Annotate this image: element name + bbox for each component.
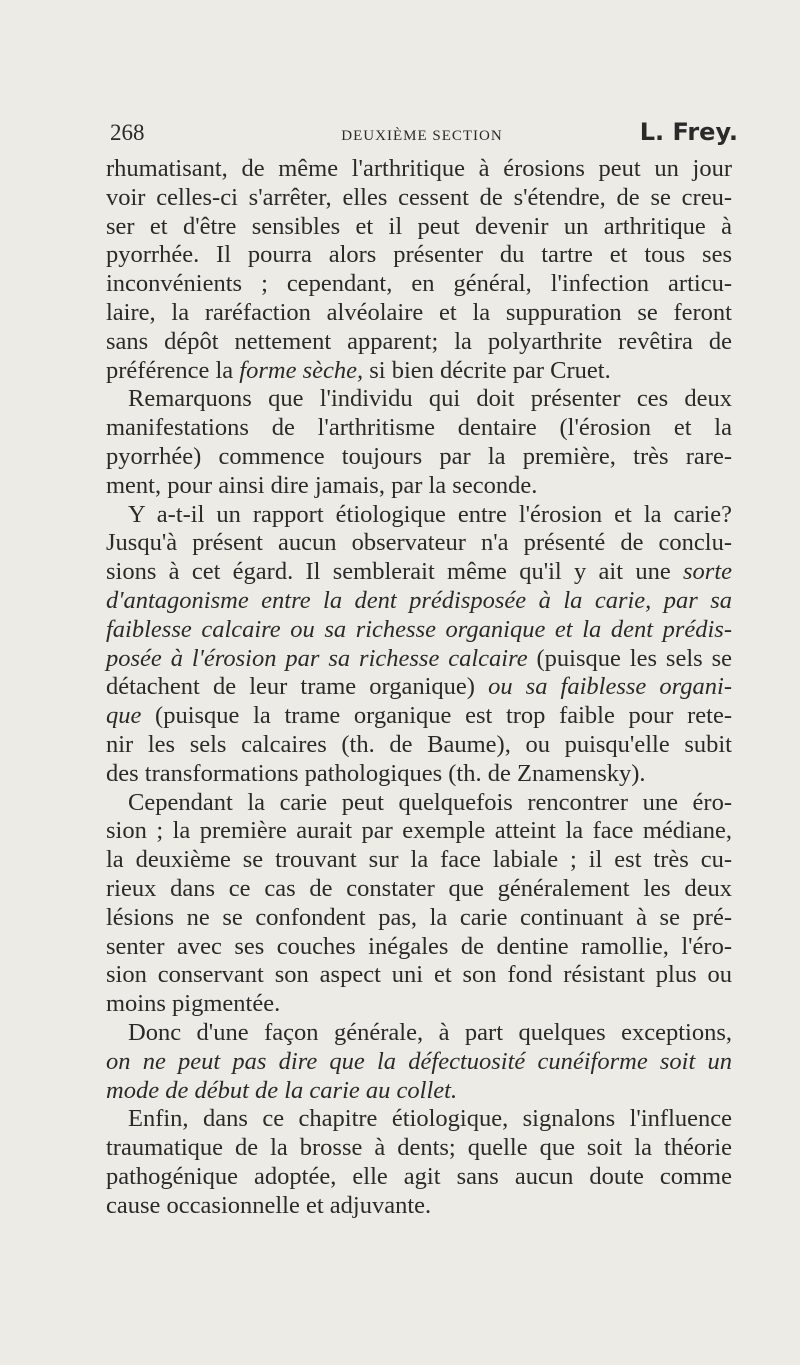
text-segment: pyorrhée) commence toujours par la première, très rare- <box>106 442 732 470</box>
text-segment: Y a-t-il un rapport étiologique entre l'érosion et la carie? <box>128 500 732 528</box>
page-header <box>106 108 738 148</box>
italic-text: ou sa faiblesse organi- <box>488 673 732 701</box>
text-segment: cause occasionnelle et adjuvante. <box>106 1191 432 1219</box>
text-segment: Donc d'une façon générale, à part quelques exceptions, <box>128 1018 732 1046</box>
text-line <box>106 990 732 1019</box>
text-line <box>106 357 732 386</box>
text-line <box>106 875 732 904</box>
italic-text: d'antagonisme entre la dent prédisposée à la carie, par sa <box>106 586 732 614</box>
text-segment: Jusqu'à présent aucun observateur n'a présenté de conclu- <box>106 529 732 557</box>
text-line <box>106 241 732 270</box>
text-line <box>106 1105 732 1134</box>
text-segment: (puisque la trame organique est trop faible pour rete- <box>141 702 732 730</box>
text-line <box>106 1048 732 1077</box>
text-line <box>106 385 732 414</box>
page-number: 268 <box>110 120 145 145</box>
running-head: DEUXIÈME SECTION <box>341 128 503 144</box>
text-line <box>106 587 732 616</box>
text-segment: lésions ne se confondent pas, la carie continuant à se pré- <box>106 903 732 931</box>
text-line <box>106 1192 732 1221</box>
text-segment: pathogénique adoptée, elle agit sans aucun doute comme <box>106 1162 732 1190</box>
text-line <box>106 472 732 501</box>
text-line <box>106 846 732 875</box>
text-segment: Cependant la carie peut quelquefois rencontrer une éro- <box>128 788 732 816</box>
text-segment: si bien décrite par Cruet. <box>363 356 611 384</box>
text-line <box>106 1077 732 1106</box>
text-line <box>106 155 732 184</box>
text-line <box>106 904 732 933</box>
body-text <box>106 155 732 1220</box>
text-line <box>106 645 732 674</box>
text-segment: Remarquons que l'individu qui doit présenter ces deux <box>128 385 732 413</box>
text-line <box>106 731 732 760</box>
italic-text: forme sèche, <box>239 356 364 384</box>
text-line <box>106 501 732 530</box>
text-line <box>106 529 732 558</box>
italic-text: faiblesse calcaire ou sa richesse organique et la dent prédis- <box>106 615 732 643</box>
text-line <box>106 443 732 472</box>
text-line <box>106 328 732 357</box>
text-line <box>106 616 732 645</box>
text-segment: ment, pour ainsi dire jamais, par la seconde. <box>106 471 538 499</box>
text-segment: sans dépôt nettement apparent; la polyarthrite revêtira de <box>106 327 732 355</box>
text-segment: inconvénients ; cependant, en général, l'infection articu- <box>106 270 732 298</box>
text-segment: senter avec ses couches inégales de dentine ramollie, l'éro- <box>106 932 732 960</box>
text-segment: sion conservant son aspect uni et son fond résistant plus ou <box>106 961 732 989</box>
text-line <box>106 558 732 587</box>
text-segment: nir les sels calcaires (th. de Baume), ou puisqu'elle subit <box>106 730 732 758</box>
text-segment: détachent de leur trame organique) <box>106 673 489 701</box>
text-segment: la deuxième se trouvant sur la face labiale ; il est très cu- <box>106 846 732 874</box>
text-line <box>106 760 732 789</box>
text-line <box>106 817 732 846</box>
italic-text: que <box>106 702 142 730</box>
text-segment: rhumatisant, de même l'arthritique à érosions peut un jour <box>106 155 732 182</box>
text-segment: des transformations pathologiques (th. de Znamensky). <box>106 759 646 787</box>
text-segment: laire, la raréfaction alvéolaire et la suppuration se feront <box>106 298 732 326</box>
text-line <box>106 1019 732 1048</box>
text-segment: Enfin, dans ce chapitre étiologique, signalons l'influence <box>128 1105 732 1133</box>
text-segment: ser et d'être sensibles et il peut devenir un arthritique à <box>106 212 732 240</box>
text-line <box>106 673 732 702</box>
text-segment: préférence la <box>106 356 240 384</box>
italic-text: on ne peut pas dire que la défectuosité cunéiforme soit un <box>106 1047 732 1075</box>
text-line <box>106 961 732 990</box>
text-line <box>106 789 732 818</box>
text-segment: rieux dans ce cas de constater que généralement les deux <box>106 874 732 902</box>
text-segment: traumatique de la brosse à dents; quelle que soit la théorie <box>106 1134 732 1162</box>
text-line <box>106 414 732 443</box>
italic-text: sorte <box>683 558 732 586</box>
text-line <box>106 213 732 242</box>
text-segment: manifestations de l'arthritisme dentaire (l'érosion et la <box>106 414 732 442</box>
text-segment: voir celles-ci s'arrêter, elles cessent de s'étendre, de se creu- <box>106 183 732 211</box>
text-segment: sion ; la première aurait par exemple atteint la face médiane, <box>106 817 732 845</box>
italic-text: mode de début de la carie au collet. <box>106 1076 458 1104</box>
text-line <box>106 184 732 213</box>
text-segment: sions à cet égard. Il semblerait même qu'il y ait une <box>106 558 683 586</box>
text-line <box>106 270 732 299</box>
italic-text: posée à l'érosion par sa richesse calcaire <box>106 644 528 672</box>
text-segment: moins pigmentée. <box>106 990 281 1018</box>
author-name: L. Frey. <box>639 118 738 146</box>
text-line <box>106 299 732 328</box>
text-line <box>106 1163 732 1192</box>
text-line <box>106 702 732 731</box>
text-segment: pyorrhée. Il pourra alors présenter du tartre et tous ses <box>106 241 732 269</box>
text-segment: (puisque les sels se <box>527 644 733 672</box>
text-line <box>106 1134 732 1163</box>
text-line <box>106 933 732 962</box>
